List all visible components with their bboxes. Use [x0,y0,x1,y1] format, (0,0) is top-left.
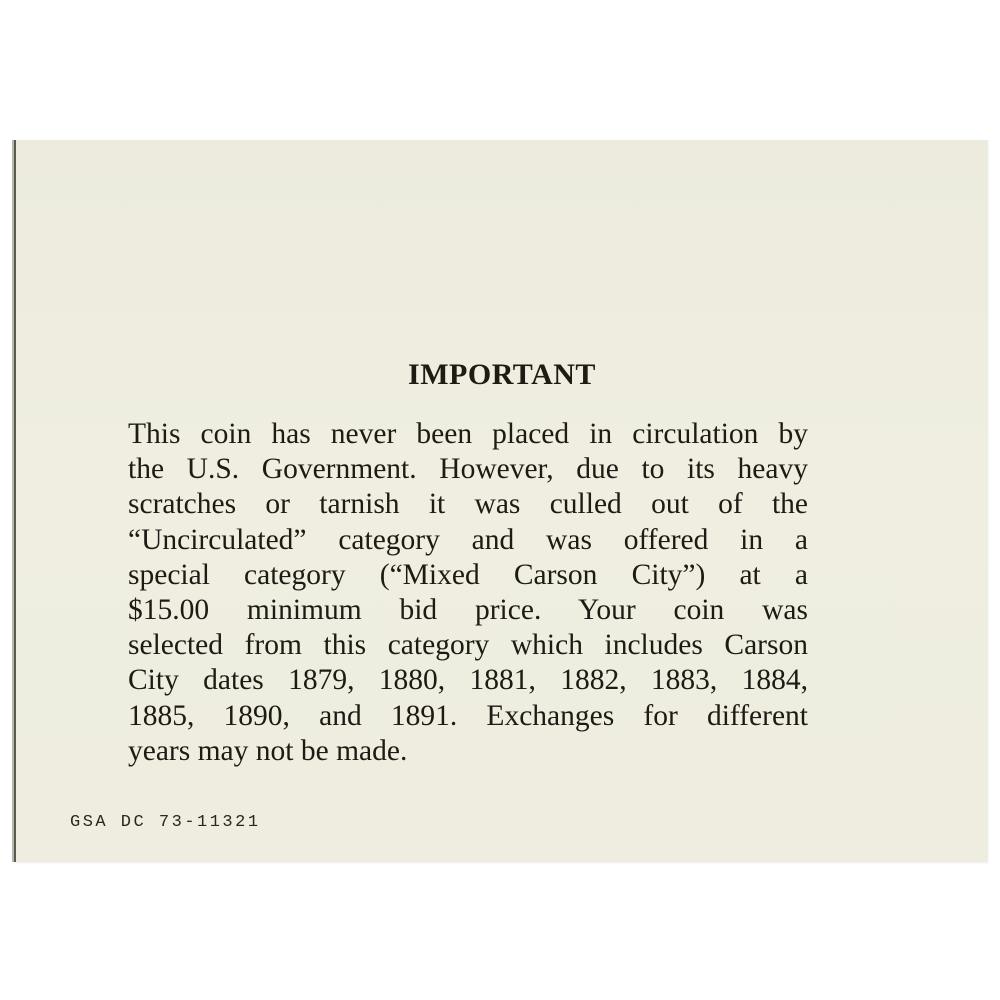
card-heading: IMPORTANT [408,358,596,391]
body-line: “Uncirculated” category and was offered in a [128,523,808,556]
body-line: 1885, 1890, and 1891. Exchanges for different [128,699,808,732]
card-body-text [128,417,808,769]
document-code: GSA DC 73-11321 [70,813,261,832]
body-line: This coin has never been placed in circulation by [128,418,808,450]
body-line: $15.00 minimum bid price. Your coin was [128,594,808,627]
certificate-card [14,140,988,862]
body-line: special category (“Mixed Carson City”) at a [128,558,808,591]
body-line: City dates 1879, 1880, 1881, 1882, 1883, 1884, [128,664,808,697]
body-line: years may not be made. [128,734,408,767]
body-line: the U.S. Government. However, due to its heavy [128,453,808,486]
body-line: scratches or tarnish it was culled out of the [128,488,808,521]
body-line: selected from this category which includes Carson [128,629,808,662]
